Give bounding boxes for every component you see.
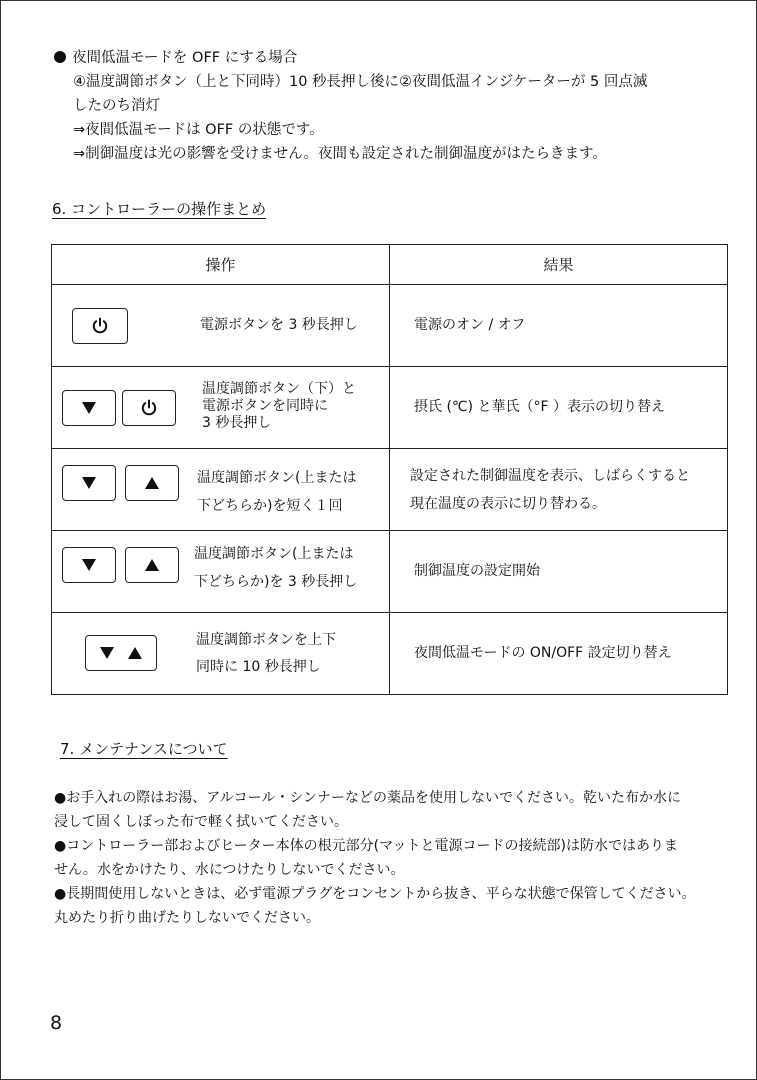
table-row [52, 367, 728, 449]
operation-text: 温度調節ボタンを上下 同時に 10 秒長押し [196, 632, 336, 675]
maintenance-line: せん。水をかけたり、水につけたりしないでください。 [54, 862, 405, 878]
operation-text: 温度調節ボタン（下）と 電源ボタンを同時に 3 秒長押し [202, 381, 356, 431]
up-arrow-icon [144, 558, 160, 572]
header-operation: 操作 [52, 245, 390, 285]
controller-operations-table [51, 244, 728, 695]
down-up-arrows-icon [99, 646, 143, 660]
intro-line: したのち消灯 [73, 98, 160, 114]
maintenance-line: 丸めたり折り曲げたりしないでください。 [54, 910, 320, 926]
power-button[interactable] [72, 308, 128, 344]
down-button[interactable] [62, 390, 116, 426]
table-row [52, 285, 728, 367]
night-mode-off-instructions [54, 46, 734, 166]
intro-line: ⇒制御温度は光の影響を受けません。夜間も設定された制御温度がはたらきます。 [73, 146, 607, 162]
up-button[interactable] [125, 465, 179, 501]
result-cell: 電源のオン / オフ [390, 285, 728, 367]
down-arrow-icon [81, 401, 97, 415]
maintenance-line: 浸して固くしぼった布で軽く拭いてください。 [54, 814, 348, 830]
operation-cell [52, 285, 390, 367]
down-up-button[interactable] [85, 635, 157, 671]
header-result: 結果 [390, 245, 728, 285]
up-button[interactable] [125, 547, 179, 583]
power-icon [140, 399, 158, 417]
up-arrow-icon [144, 476, 160, 490]
operation-cell [52, 613, 390, 695]
table-row [52, 613, 728, 695]
result-cell: 設定された制御温度を表示、しばらくすると 現在温度の表示に切り替わる。 [390, 449, 728, 531]
result-cell: 制御温度の設定開始 [390, 531, 728, 613]
page-number: 8 [50, 1012, 63, 1034]
section-7-title: 7. メンテナンスについて [60, 740, 228, 758]
maintenance-line: ●お手入れの際はお湯、アルコール・シンナーなどの薬品を使用しないでください。乾いた布か水に [54, 790, 682, 806]
result-cell: 夜間低温モードの ON/OFF 設定切り替え [390, 613, 728, 695]
operation-text: 電源ボタンを 3 秒長押し [200, 317, 358, 333]
intro-line: ⇒夜間低温モードは OFF の状態です。 [73, 122, 324, 138]
down-button[interactable] [62, 465, 116, 501]
down-button[interactable] [62, 547, 116, 583]
table-header-row [52, 245, 728, 285]
table-row [52, 531, 728, 613]
operation-text: 温度調節ボタン(上または 下どちらか)を 3 秒長押し [194, 546, 358, 590]
section-6-title: 6. コントローラーの操作まとめ [52, 200, 267, 218]
maintenance-line: ●コントローラー部およびヒーター本体の根元部分(マットと電源コードの接続部)は防水ではありま [54, 838, 679, 854]
bullet-icon [54, 51, 66, 63]
table-row [52, 449, 728, 531]
intro-line: ④温度調節ボタン（上と下同時）10 秒長押し後に②夜間低温インジケーターが 5 回点滅 [73, 74, 648, 90]
maintenance-line: ●長期間使用しないときは、必ず電源プラグをコンセントから抜き、平らな状態で保管してください。 [54, 886, 696, 902]
operation-cell [52, 367, 390, 449]
power-button[interactable] [122, 390, 176, 426]
operation-cell [52, 449, 390, 531]
result-cell: 摂氏 (℃) と華氏（°F ）表示の切り替え [390, 367, 728, 449]
maintenance-text [54, 786, 734, 930]
down-arrow-icon [81, 476, 97, 490]
operation-cell [52, 531, 390, 613]
down-arrow-icon [81, 558, 97, 572]
power-icon [91, 317, 109, 335]
intro-line: 夜間低温モードを OFF にする場合 [54, 46, 734, 70]
operation-text: 温度調節ボタン(上または 下どちらか)を短く１回 [197, 470, 357, 514]
